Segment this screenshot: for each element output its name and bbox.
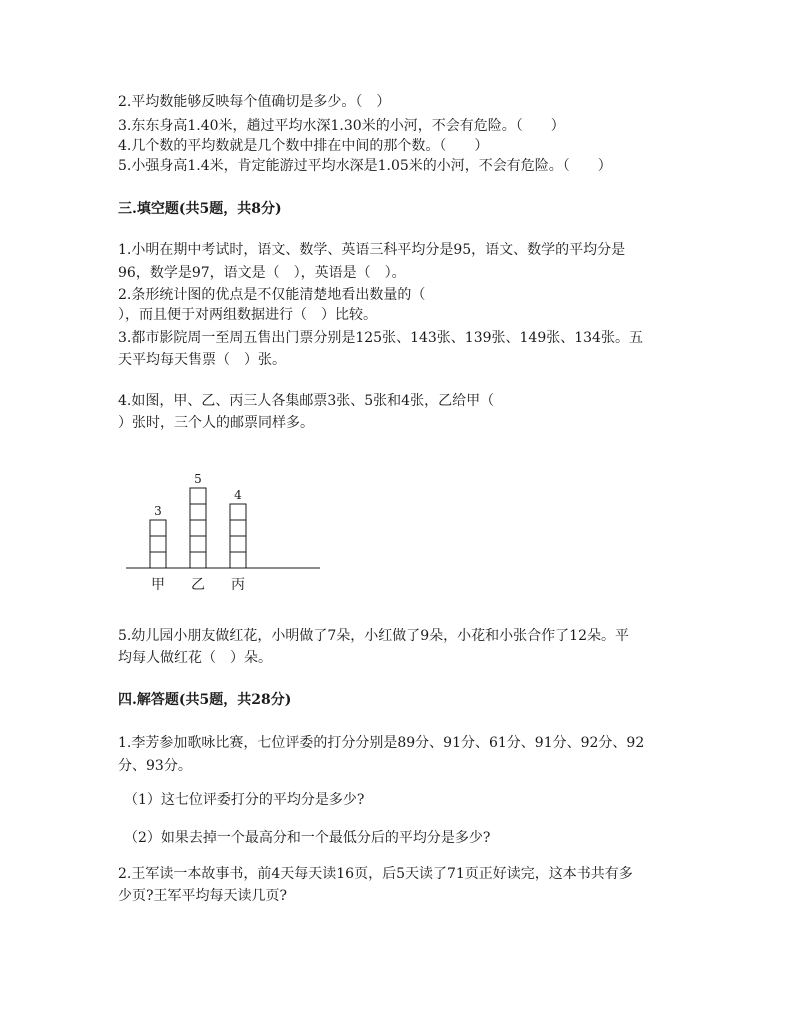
fill-q1-line1: 1.小明在期中考试时，语文、数学、英语三科平均分是95，语文、数学的平均分是	[118, 242, 626, 258]
answer-q1-sub2: （2）如果去掉一个最高分和一个最低分后的平均分是多少?	[124, 830, 491, 846]
person-name-label: 甲	[151, 577, 165, 593]
fill-q4-line2: ）张时，三个人的邮票同样多。	[118, 415, 314, 431]
judge-item-5: 5.小强身高1.4米，肯定能游过平均水深是1.05米的小河，不会有危险。（ ）	[118, 158, 612, 174]
stamp-column-2	[190, 472, 206, 593]
answer-q2-line2: 少页?王军平均每天读几页?	[118, 888, 288, 904]
stamp-block	[150, 536, 166, 552]
stamp-block	[230, 552, 246, 568]
fill-q3-line2: 天平均每天售票（ ）张。	[118, 352, 286, 368]
judge-item-3: 3.东东身高1.40米，趟过平均水深1.30米的小河，不会有危险。（ ）	[118, 118, 565, 134]
stamp-block	[150, 552, 166, 568]
stamp-block	[190, 504, 206, 520]
stamp-block	[230, 536, 246, 552]
judge-item-2: 2.平均数能够反映每个值确切是多少。（ ）	[118, 94, 391, 110]
fill-q5-line2: 均每人做红花（ ）朵。	[118, 650, 272, 666]
fill-q2-line1: 2.条形统计图的优点是不仅能清楚地看出数量的（	[118, 287, 426, 303]
stamp-column-1	[150, 504, 166, 593]
stamp-block	[190, 536, 206, 552]
stamp-count-label: 3	[154, 504, 162, 518]
stamp-block	[190, 488, 206, 504]
section-4-heading: 四.解答题(共5题，共28分)	[118, 692, 292, 708]
judge-item-4: 4.几个数的平均数就是几个数中排在中间的那个数。（ ）	[118, 138, 489, 154]
answer-q1-line1: 1.李芳参加歌咏比赛，七位评委的打分分别是89分、91分、61分、91分、92分、92	[118, 735, 645, 751]
fill-q1-line2: 96，数学是97，语文是（ ），英语是（ ）。	[118, 265, 406, 281]
fill-q4-line1: 4.如图，甲、乙、丙三人各集邮票3张、5张和4张，乙给甲（	[118, 393, 495, 409]
stamp-block	[230, 504, 246, 520]
fill-q2-line2: ），而且便于对两组数据进行（ ）比较。	[118, 307, 377, 323]
fill-q5-line1: 5.幼儿园小朋友做红花，小明做了7朵，小红做了9朵，小花和小张合作了12朵。平	[118, 628, 629, 644]
answer-q1-line2: 分、93分。	[118, 758, 192, 774]
section-3-heading: 三.填空题(共5题，共8分)	[118, 201, 282, 217]
stamp-block	[230, 520, 246, 536]
fill-q3-line1: 3.都市影院周一至周五售出门票分别是125张、143张、139张、149张、134张。五	[118, 330, 643, 346]
person-name-label: 丙	[231, 577, 245, 593]
answer-q2-line1: 2.王军读一本故事书，前4天每天读16页，后5天读了71页正好读完，这本书共有多	[118, 866, 633, 882]
stamp-block	[150, 520, 166, 536]
stamp-count-label: 5	[194, 472, 202, 486]
stamp-block	[190, 520, 206, 536]
person-name-label: 乙	[191, 577, 205, 593]
stamp-blocks-figure	[122, 462, 322, 597]
stamp-column-3	[230, 488, 246, 593]
answer-q1-sub1: （1）这七位评委打分的平均分是多少?	[124, 792, 365, 808]
stamp-block	[190, 552, 206, 568]
stamp-count-label: 4	[234, 488, 242, 502]
